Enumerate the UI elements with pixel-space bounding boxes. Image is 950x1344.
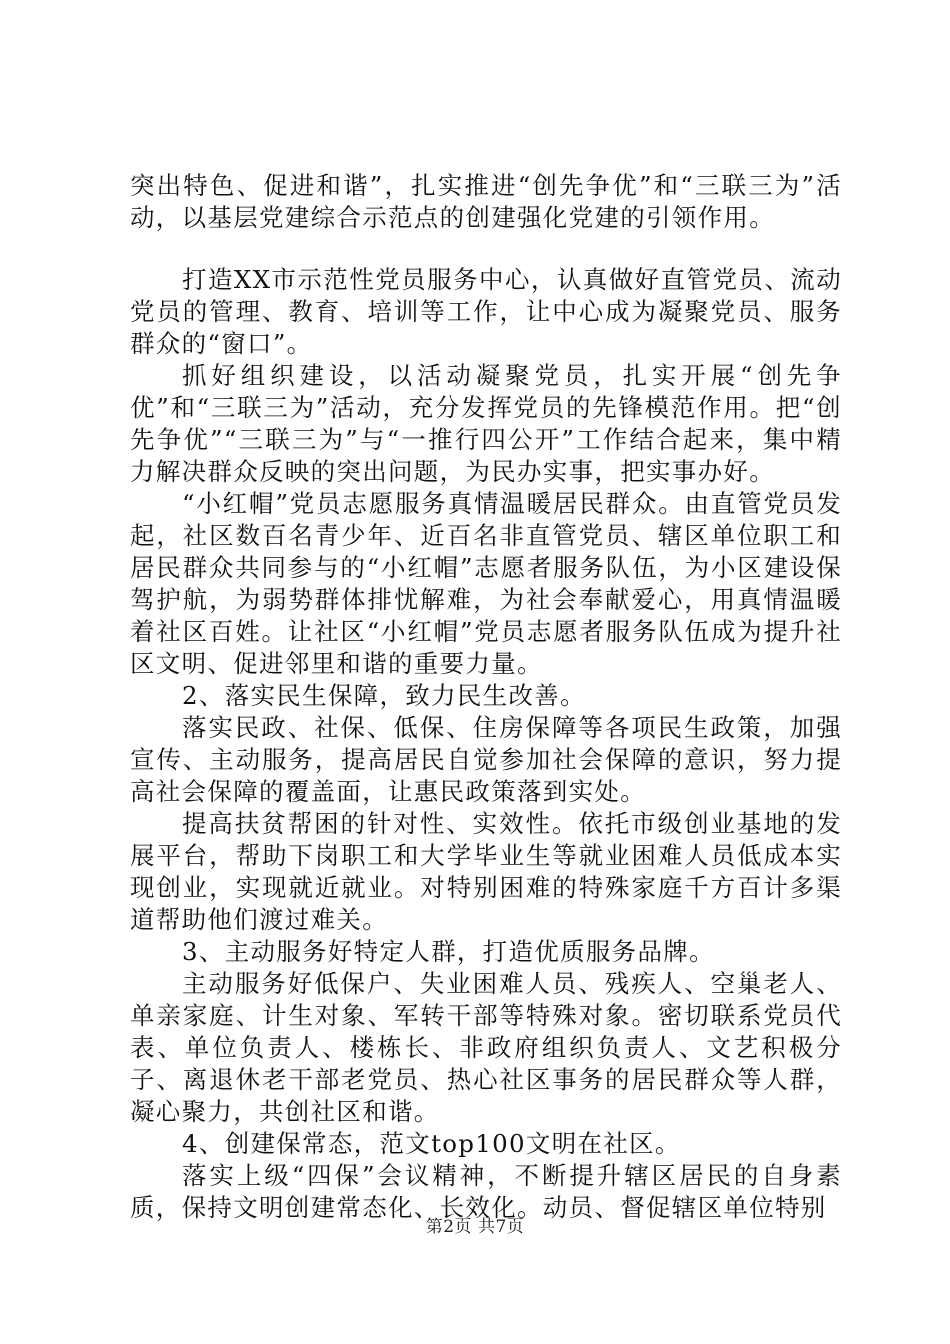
- paragraph-continuation: 突出特色、促进和谐”，扎实推进“创先争优”和“三联三为”活动，以基层党建综合示范点的创建强化党建的引领作用。: [130, 171, 842, 232]
- section-heading-4: 4、创建保常态，范文top100文明在社区。: [182, 1129, 681, 1158]
- section-heading-3: 3、主动服务好特定人群，打造优质服务品牌。: [182, 937, 715, 966]
- section-heading-2: 2、落实民生保障，致力民生改善。: [182, 681, 586, 710]
- paragraph-civilization: 落实上级“四保”会议精神，不断提升辖区居民的自身素质，保持文明创建常态化、长效化。动员、督促辖区单位特别: [130, 1161, 842, 1222]
- page-number-footer: 第2页 共7页: [425, 1217, 525, 1237]
- document-body: [130, 170, 842, 1224]
- paragraph-volunteers: “小红帽”党员志愿服务真情温暖居民群众。由直管党员发起，社区数百名青少年、近百名非直管党员、辖区单位职工和居民群众共同参与的“小红帽”志愿者服务队伍，为小区建设保驾护航，为弱势群体排忧解难，为社会奉献爱心，用真情温暖着社区百姓。让社区“小红帽”党员志愿者服务队伍成为提升社区文明、促进邻里和谐的重要力量。: [130, 489, 842, 678]
- paragraph-policies: 落实民政、社保、低保、住房保障等各项民生政策，加强宣传、主动服务，提高居民自觉参加社会保障的意识，努力提高社会保障的覆盖面，让惠民政策落到实处。: [130, 713, 842, 806]
- paragraph-special-groups: 主动服务好低保户、失业困难人员、残疾人、空巢老人、单亲家庭、计生对象、军转干部等特殊对象。密切联系党员代表、单位负责人、楼栋长、非政府组织负责人、文艺积极分子、离退休老干部老党员、热心社区事务的居民群众等人群，凝心聚力，共创社区和谐。: [130, 969, 842, 1126]
- paragraph-poverty: 提高扶贫帮困的针对性、实效性。依托市级创业基地的发展平台，帮助下岗职工和大学毕业生等就业困难人员低成本实现创业，实现就近就业。对特别困难的特殊家庭千方百计多渠道帮助他们渡过难关。: [130, 809, 842, 934]
- paragraph-service-center: 打造XX市示范性党员服务中心，认真做好直管党员、流动党员的管理、教育、培训等工作，让中心成为凝聚党员、服务群众的“窗口”。: [130, 265, 842, 358]
- paragraph-organization: 抓好组织建设，以活动凝聚党员，扎实开展“创先争优”和“三联三为”活动，充分发挥党员的先锋模范作用。把“创先争优”“三联三为”与“一推行四公开”工作结合起来，集中精力解决群众反映的突出问题，为民办实事，把实事办好。: [130, 361, 842, 486]
